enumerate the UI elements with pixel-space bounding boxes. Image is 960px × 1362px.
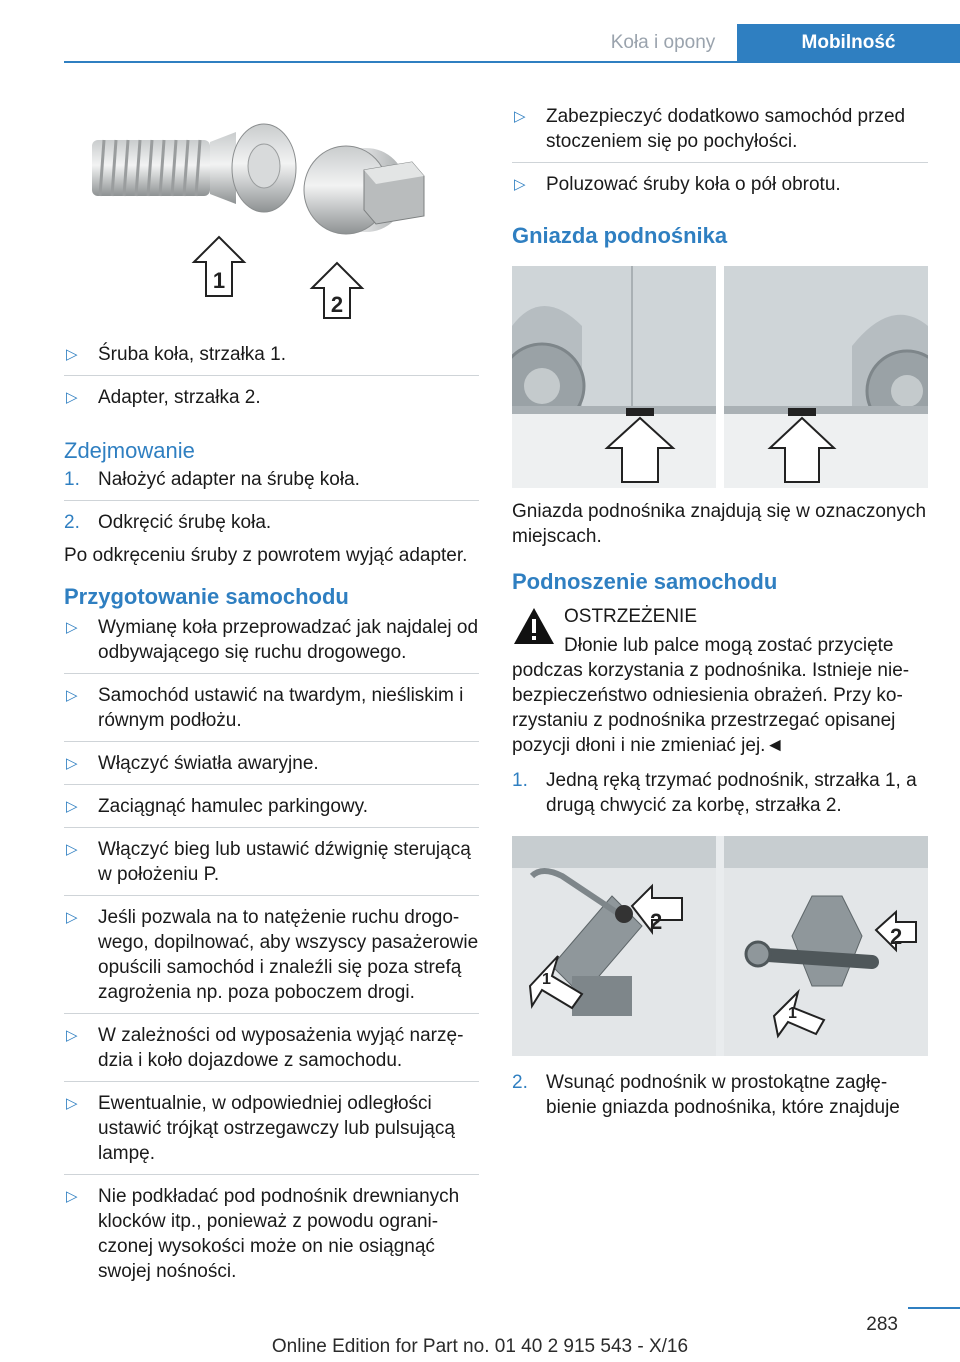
list-item (64, 510, 479, 535)
jack-panel-left (512, 836, 716, 1056)
divider (64, 673, 479, 674)
list-item (64, 1184, 479, 1284)
list-item (64, 385, 479, 410)
divider (64, 1081, 479, 1082)
divider (64, 827, 479, 828)
right-column (512, 104, 928, 1120)
triangle-bullet-icon: ▷ (66, 1188, 78, 1205)
step-text: Wsunąć podnośnik w prostokątne zagłębienie gniazda podnośnika, które znajduje (546, 1072, 900, 1118)
header-tab-wheels[interactable]: Koła i opony (610, 32, 716, 53)
list-item (64, 683, 479, 733)
triangle-bullet-icon: ▷ (514, 176, 526, 193)
footer-rule (908, 1307, 960, 1309)
list-item (512, 768, 928, 818)
jack-handling-photo (512, 836, 928, 1056)
triangle-bullet-icon: ▷ (66, 619, 78, 636)
divider (64, 784, 479, 785)
preparation-continued-list (512, 104, 928, 197)
triangle-bullet-icon: ▷ (66, 1027, 78, 1044)
arrow-2-label: 2 (330, 292, 344, 317)
triangle-bullet-icon: ▷ (66, 389, 78, 406)
step-text: Nałożyć adapter na śrubę koła. (98, 469, 360, 490)
divider (64, 895, 479, 896)
car-side-right (724, 266, 928, 488)
list-item-text: Włączyć światła awaryjne. (98, 753, 319, 774)
list-item-text: Ewentualnie, w odpowiedniej odległości ustawić trójkąt ostrzegawczy lub pulsującą lampę. (98, 1093, 455, 1164)
list-item (512, 1070, 928, 1120)
triangle-bullet-icon: ▷ (66, 687, 78, 704)
section-title-gniazda: Gniazda podnośnika (512, 223, 728, 248)
list-item (64, 342, 479, 367)
section-title-zdejmowanie: Zdejmowanie (64, 438, 195, 463)
triangle-bullet-icon: ▷ (66, 755, 78, 772)
page-number: 283 (866, 1314, 898, 1335)
left-column (64, 92, 479, 1284)
list-item (512, 104, 928, 154)
legend-text: Adapter, strzałka 2. (98, 387, 261, 408)
list-item (64, 1023, 479, 1073)
arrow-1-label: 1 (212, 268, 226, 293)
adapter-drawing (304, 146, 424, 234)
list-item-text: Włączyć bieg lub ustawić dźwignię sterującą w położeniu P. (98, 839, 471, 885)
triangle-bullet-icon: ▷ (66, 841, 78, 858)
list-item-text: Nie podkładać pod podnośnik drewnianych klocków itp., ponieważ z powodu ograniczonej wysokości może on nie osiągnąć swojej nośności. (98, 1186, 460, 1282)
step-number: 1. (512, 770, 528, 791)
triangle-bullet-icon: ▷ (66, 798, 78, 815)
triangle-bullet-icon: ▷ (66, 346, 78, 363)
jack-arrow-label-2: 1 (542, 971, 551, 988)
list-item (512, 172, 928, 197)
header-tab-mobility[interactable]: Mobilność (737, 24, 960, 61)
warning-box (512, 604, 928, 629)
list-item-text: Samochód ustawić na twardym, nieśliskim i równym podłożu. (98, 685, 464, 731)
divider (64, 500, 479, 501)
step-text: Odkręcić śrubę koła. (98, 512, 272, 533)
warning-label: OSTRZEŻENIE (564, 606, 698, 627)
triangle-bullet-icon: ▷ (66, 1095, 78, 1112)
divider (64, 1013, 479, 1014)
bolt-drawing (92, 124, 296, 212)
list-item-text: Jeśli pozwala na to natężenie ruchu drogowego, dopilnować, aby wszyscy pasażerowie opuścili samochód i znaleźli się poza strefą zagrożenia np. poza poboczem drogi. (98, 907, 479, 1003)
section-title-przygotowanie: Przygotowanie samochodu (64, 584, 349, 609)
lifting-steps-b (512, 1070, 928, 1120)
gniazda-caption: Gniazda podnośnika znajdują się w oznaczonych miejscach. (512, 501, 927, 547)
triangle-bullet-icon: ▷ (66, 909, 78, 926)
step-number: 1. (64, 469, 80, 490)
list-item-text: Poluzować śruby koła o pół obrotu. (546, 174, 841, 195)
list-item (64, 615, 479, 665)
section-title-podnoszenie: Podnoszenie samochodu (512, 569, 778, 594)
jack-arrow-label-3: 2 (890, 924, 903, 949)
step-text: Jedną ręką trzymać podnośnik, strzałka 1, a drugą chwycić za korbę, strzałka 2. (546, 770, 917, 816)
warning-triangle-icon (512, 606, 556, 646)
figure-legend (64, 342, 479, 410)
jack-arrow-label-1: 2 (650, 909, 663, 934)
divider (64, 1174, 479, 1175)
edition-footer: Online Edition for Part no. 01 40 2 915 543 - X/16 (271, 1336, 689, 1357)
divider (512, 162, 928, 163)
list-item (64, 794, 479, 819)
jack-points-photo (512, 266, 928, 488)
step-number: 2. (512, 1072, 528, 1093)
divider (64, 375, 479, 376)
car-side-left (512, 266, 716, 488)
list-item (64, 837, 479, 887)
przygotowanie-list (64, 615, 479, 1284)
list-item (64, 467, 479, 492)
list-item-text: W zależności od wyposażenia wyjąć narzędzia i koło dojazdowe z samochodu. (98, 1025, 464, 1071)
lifting-steps-a (512, 768, 928, 818)
list-item (64, 1091, 479, 1166)
divider (64, 741, 479, 742)
list-item-text: Zaciągnąć hamulec parkingowy. (98, 796, 369, 817)
triangle-bullet-icon: ▷ (514, 108, 526, 125)
zdejmowanie-steps (64, 467, 479, 535)
step-number: 2. (64, 512, 80, 533)
legend-text: Śruba koła, strzałka 1. (98, 344, 286, 365)
zdejmowanie-note: Po odkręceniu śruby z powrotem wyjąć adapter. (64, 545, 468, 566)
wheel-bolt-adapter-figure (64, 92, 479, 322)
warning-text: Dłonie lub palce mogą zostać przycięte podczas korzystania z podnośnika. Istnieje niebezpieczeństwo odniesienia obrażeń. Przy korzystaniu z podnośnika przestrzegać opisanej pozycji dłoni i nie zmieniać jej.◄ (512, 635, 910, 756)
jack-arrow-label-4: 1 (788, 1005, 797, 1022)
list-item-text: Wymianę koła przeprowadzać jak najdalej od odbywającego się ruchu drogowego. (98, 617, 479, 663)
header-rule (64, 61, 960, 63)
list-item (64, 905, 479, 1005)
list-item (64, 751, 479, 776)
list-item-text: Zabezpieczyć dodatkowo samochód przed stoczeniem się po pochyłości. (546, 106, 906, 152)
